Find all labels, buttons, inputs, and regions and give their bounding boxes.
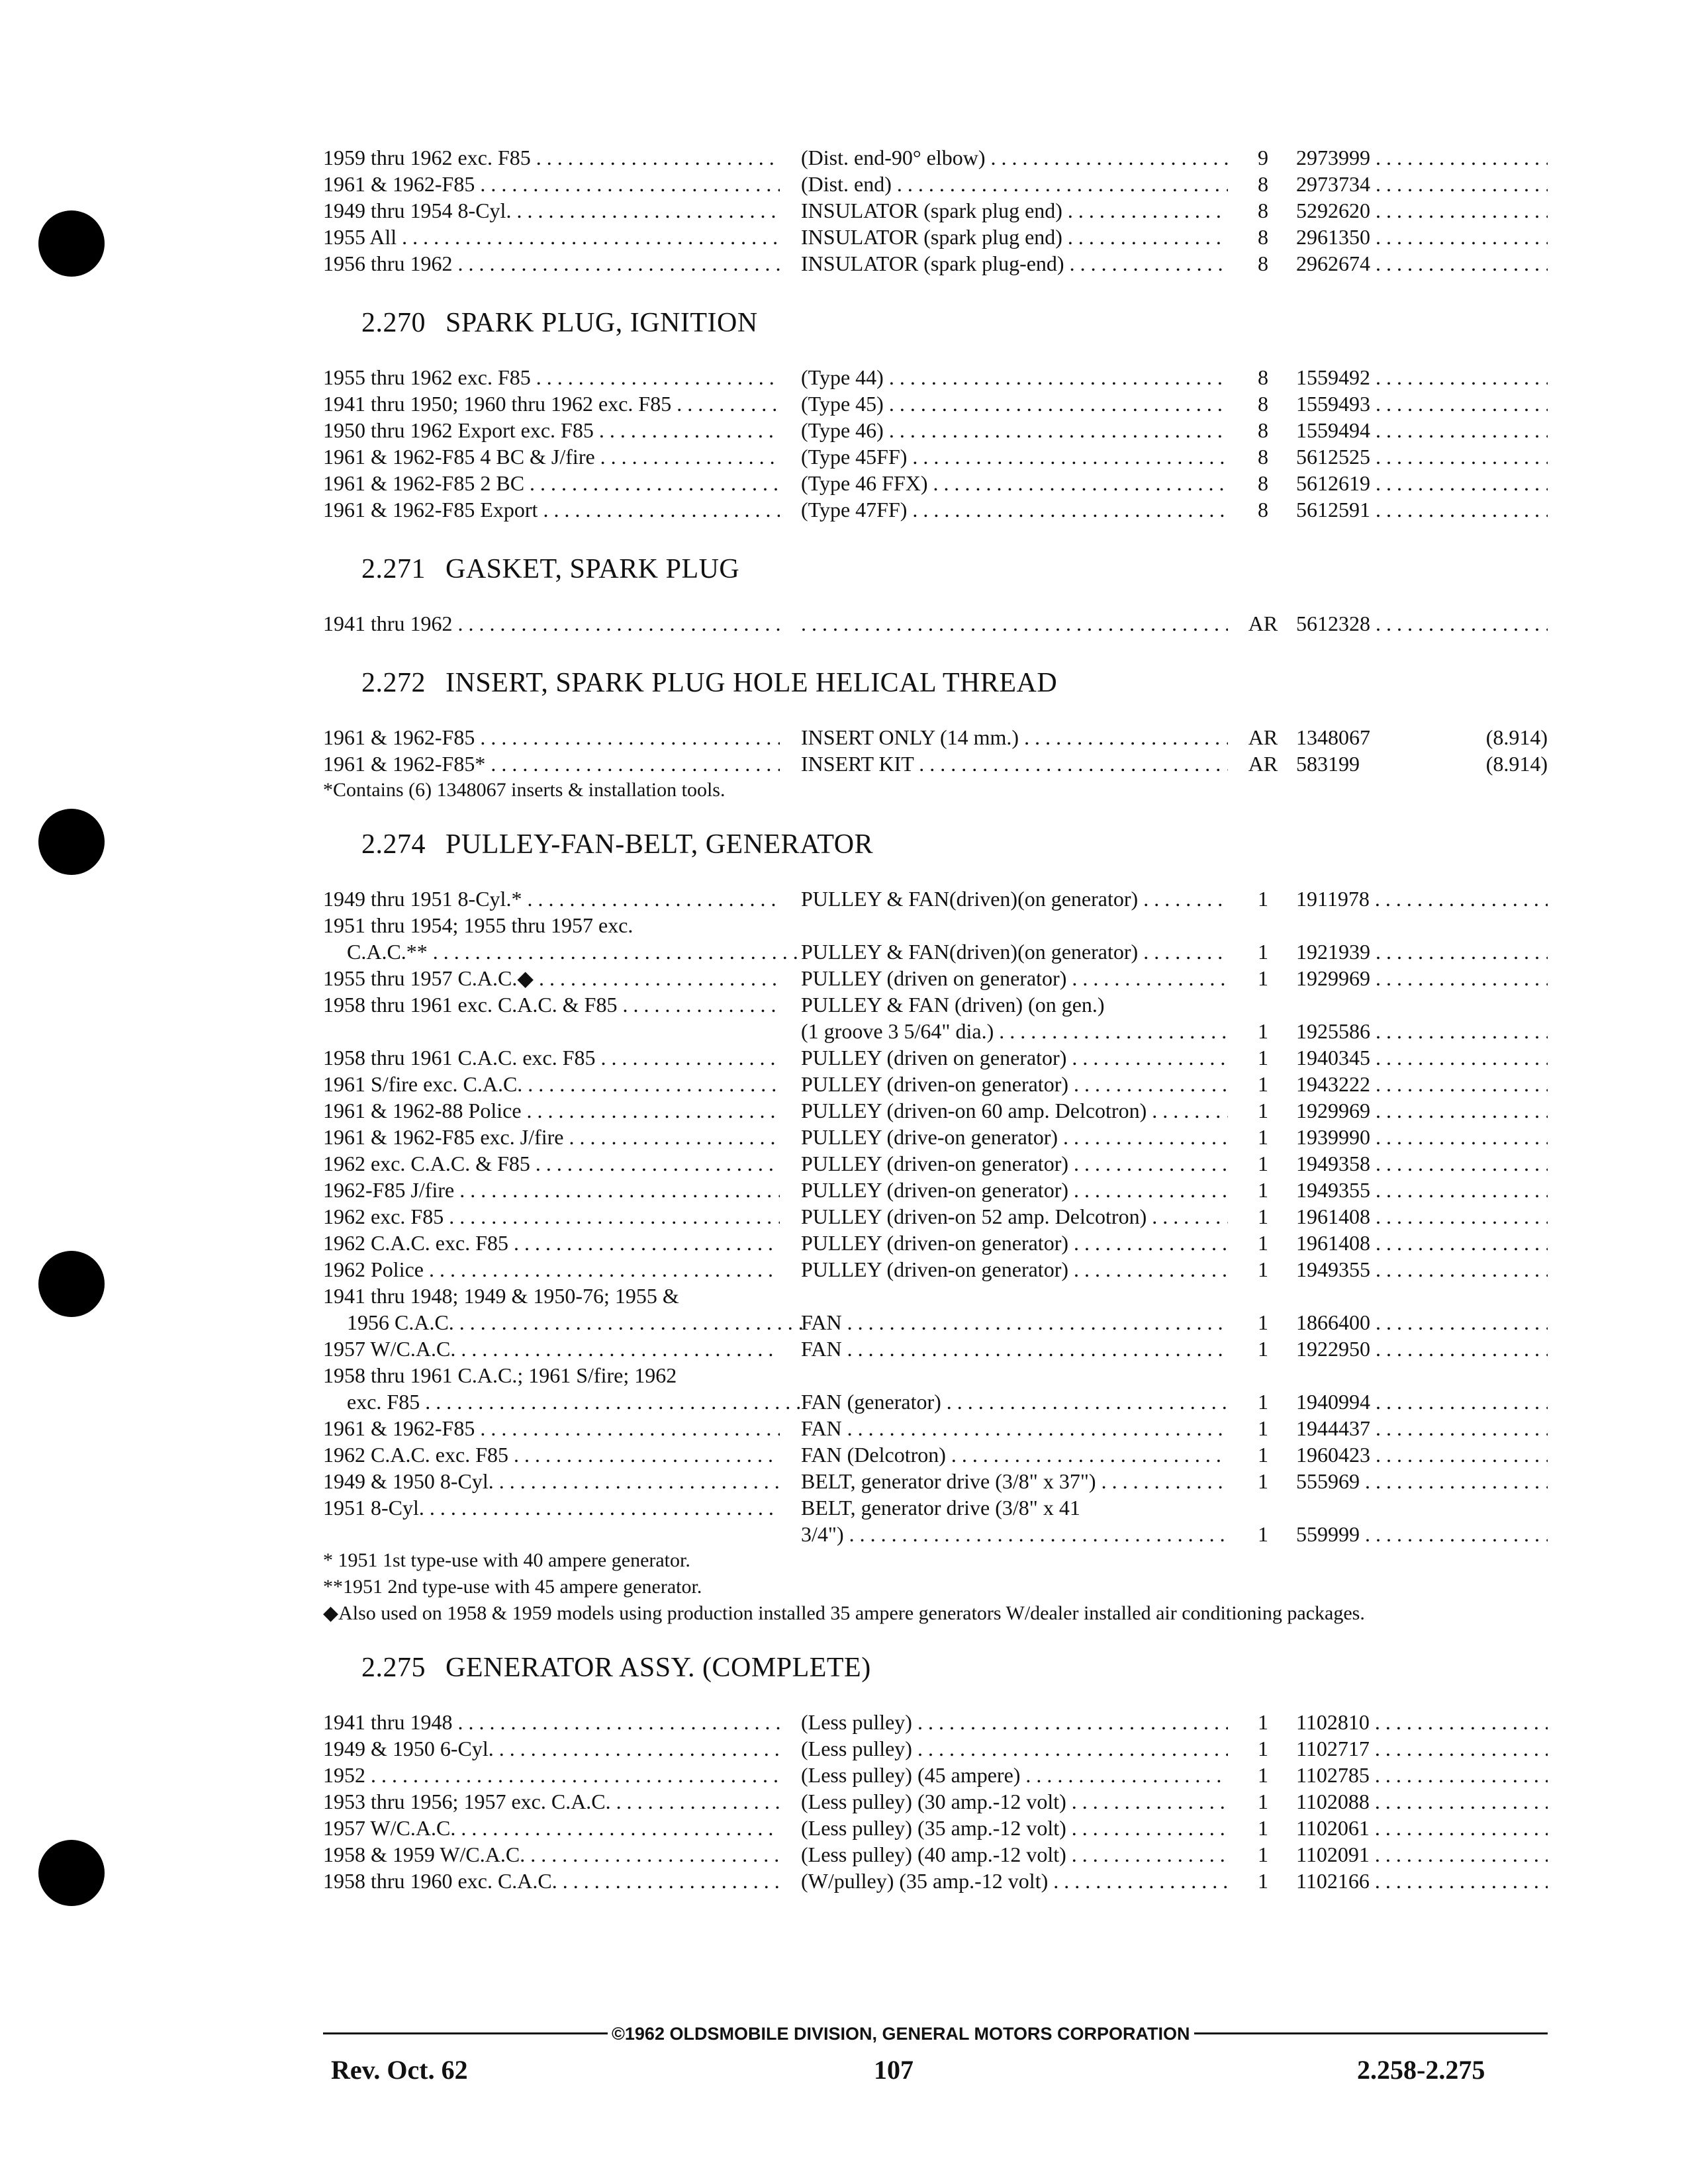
application-cell: 1961 & 1962-F85 exc. J/fire . . .	[323, 1124, 780, 1150]
section-number: 2.272	[361, 668, 426, 698]
parts-row	[323, 886, 1548, 912]
application-cell: 1962 C.A.C. exc. F85 . . .	[323, 1441, 780, 1468]
application-cell: 1952 . . .	[323, 1762, 780, 1788]
description-cell: (Type 46) . . .	[801, 417, 1228, 443]
description-cell	[801, 610, 1228, 637]
quantity-cell: 1	[1258, 1763, 1268, 1787]
part-number-cell: 2973734 . . .	[1296, 171, 1548, 197]
footnote: **1951 2nd type-use with 45 ampere generator.	[323, 1576, 702, 1598]
description-cell: BELT, generator drive (3/8" x 37") . . .	[801, 1468, 1228, 1494]
section-title: GENERATOR ASSY. (COMPLETE)	[445, 1653, 871, 1683]
parts-row	[323, 1415, 1548, 1441]
application-cell: 1962-F85 J/fire . . .	[323, 1177, 780, 1203]
parts-row	[323, 443, 1548, 470]
description-cell: PULLEY (driven-on 60 amp. Delcotron) . . .	[801, 1097, 1228, 1124]
parts-list-2-274	[323, 886, 1548, 1547]
punch-hole	[38, 210, 105, 277]
application-cell: 1941 thru 1948 . . .	[323, 1709, 780, 1735]
description-cell: (Less pulley) (40 amp.-12 volt) . . .	[801, 1841, 1228, 1868]
application-cell: 1958 thru 1961 C.A.C. exc. F85 . . .	[323, 1044, 780, 1071]
reference-cell: (8.914)	[1485, 752, 1548, 776]
quantity-cell: 1	[1258, 1072, 1268, 1096]
parts-row	[323, 965, 1548, 991]
quantity-cell: 8	[1258, 418, 1268, 442]
quantity-cell: 1	[1258, 1390, 1268, 1414]
part-number-cell: 1559493 . . .	[1296, 390, 1548, 417]
part-number-cell: 1960423 . . .	[1296, 1441, 1548, 1468]
section-title: INSERT, SPARK PLUG HOLE HELICAL THREAD	[445, 668, 1058, 698]
part-number-cell: 1925586 . . .	[1296, 1018, 1548, 1044]
section-number: 2.270	[361, 308, 426, 338]
description-cell: PULLEY (drive-on generator) . . .	[801, 1124, 1228, 1150]
parts-row	[323, 144, 1548, 171]
section-heading-2-274	[323, 817, 1548, 872]
quantity-cell: 8	[1258, 251, 1268, 275]
description-cell: (Less pulley) . . .	[801, 1709, 1228, 1735]
part-number-cell: 1348067	[1296, 725, 1370, 749]
parts-row	[323, 1468, 1548, 1494]
part-number-cell: 1102810 . . .	[1296, 1709, 1548, 1735]
parts-row	[323, 1521, 1548, 1547]
part-number-cell: 5612328 . . .	[1296, 610, 1548, 637]
description-cell: INSULATOR (spark plug end) . . .	[801, 224, 1228, 250]
parts-row	[323, 1494, 1548, 1521]
quantity-cell: 1	[1258, 1178, 1268, 1202]
section-title: SPARK PLUG, IGNITION	[445, 308, 758, 338]
parts-list-continued	[323, 144, 1548, 277]
parts-row	[323, 1788, 1548, 1815]
quantity-cell: 1	[1258, 1337, 1268, 1361]
part-number-cell: 583199	[1296, 752, 1360, 776]
quantity-cell: 1	[1258, 1710, 1268, 1734]
quantity-cell: 1	[1258, 1869, 1268, 1893]
section-title: GASKET, SPARK PLUG	[445, 554, 740, 584]
description-cell: (Type 46 FFX) . . .	[801, 470, 1228, 496]
description-cell: PULLEY (driven-on generator) . . .	[801, 1150, 1228, 1177]
part-number-cell: 1102061 . . .	[1296, 1815, 1548, 1841]
parts-row	[323, 1018, 1548, 1044]
quantity-cell: 8	[1258, 365, 1268, 389]
parts-row	[323, 364, 1548, 390]
quantity-cell: 1	[1258, 1152, 1268, 1175]
part-number-cell: 5612619 . . .	[1296, 470, 1548, 496]
quantity-cell: 8	[1258, 172, 1268, 196]
description-cell: FAN (Delcotron) . . .	[801, 1441, 1228, 1468]
application-cell: 1959 thru 1962 exc. F85 . . .	[323, 144, 780, 171]
parts-row	[323, 224, 1548, 250]
parts-row	[323, 496, 1548, 523]
parts-row	[323, 1283, 1548, 1309]
application-cell: 1961 & 1962-F85 2 BC . . .	[323, 470, 780, 496]
quantity-cell: 1	[1258, 1843, 1268, 1866]
application-cell: 1962 exc. C.A.C. & F85 . . .	[323, 1150, 780, 1177]
quantity-cell: 1	[1258, 1125, 1268, 1149]
quantity-cell: 8	[1258, 445, 1268, 469]
part-number-cell: 1961408 . . .	[1296, 1230, 1548, 1256]
quantity-cell: 1	[1258, 1443, 1268, 1467]
footer-rule	[323, 2021, 1548, 2047]
part-number-cell: 1929969 . . .	[1296, 1097, 1548, 1124]
parts-row	[323, 1388, 1548, 1415]
description-cell: (Type 44) . . .	[801, 364, 1228, 390]
application-cell: 1956 thru 1962 . . .	[323, 250, 780, 277]
part-number-cell: 1940345 . . .	[1296, 1044, 1548, 1071]
parts-row	[323, 1309, 1548, 1336]
punch-hole	[38, 1840, 105, 1906]
quantity-cell: 8	[1258, 498, 1268, 522]
revision-date: Rev. Oct. 62	[331, 2055, 468, 2085]
description-cell: INSERT ONLY (14 mm.) . . .	[801, 724, 1228, 751]
description-cell: 3/4") . . .	[801, 1521, 1228, 1547]
parts-row	[323, 1762, 1548, 1788]
part-number-cell: 1949355 . . .	[1296, 1256, 1548, 1283]
description-cell: PULLEY & FAN(driven)(on generator) . . .	[801, 886, 1228, 912]
application-cell: 1961 & 1962-F85 . . .	[323, 1415, 780, 1441]
application-cell: 1961 & 1962-F85 . . .	[323, 171, 780, 197]
description-cell: INSERT KIT . . .	[801, 751, 1228, 777]
part-number-cell: 1102091 . . .	[1296, 1841, 1548, 1868]
application-cell: 1941 thru 1948; 1949 & 1950-76; 1955 &	[323, 1284, 679, 1308]
part-number-cell: 1949355 . . .	[1296, 1177, 1548, 1203]
description-cell: (Less pulley) . . .	[801, 1735, 1228, 1762]
application-cell: 1951 8-Cyl. . . .	[323, 1494, 780, 1521]
punch-hole	[38, 809, 105, 875]
part-number-cell: 1102166 . . .	[1296, 1868, 1548, 1894]
application-cell: 1949 & 1950 6-Cyl. . . .	[323, 1735, 780, 1762]
quantity-cell: AR	[1248, 612, 1278, 635]
parts-row	[323, 1336, 1548, 1362]
parts-row	[323, 1441, 1548, 1468]
part-number-cell: 5612591 . . .	[1296, 496, 1548, 523]
quantity-cell: 1	[1258, 1310, 1268, 1334]
section-heading-2-271	[323, 541, 1548, 597]
part-number-cell: 1940994 . . .	[1296, 1388, 1548, 1415]
quantity-cell: AR	[1248, 752, 1278, 776]
part-number-cell: 1559494 . . .	[1296, 417, 1548, 443]
application-cell: 1955 All . . .	[323, 224, 780, 250]
copyright-notice: ©1962 OLDSMOBILE DIVISION, GENERAL MOTORS CORPORATION	[608, 2021, 1194, 2047]
application-cell: 1951 thru 1954; 1955 thru 1957 exc.	[323, 913, 633, 937]
parts-list-2-270	[323, 364, 1548, 523]
quantity-cell: 1	[1258, 1046, 1268, 1069]
description-cell: (Dist. end-90° elbow) . . .	[801, 144, 1228, 171]
quantity-cell: 1	[1258, 1469, 1268, 1493]
part-number-cell: 1961408 . . .	[1296, 1203, 1548, 1230]
quantity-cell: 1	[1258, 1099, 1268, 1122]
punch-hole	[38, 1251, 105, 1317]
quantity-cell: 1	[1258, 966, 1268, 990]
application-cell: 1958 & 1959 W/C.A.C. . . .	[323, 1841, 780, 1868]
part-number-cell: 1102785 . . .	[1296, 1762, 1548, 1788]
parts-row	[323, 1735, 1548, 1762]
quantity-cell: 1	[1258, 1231, 1268, 1255]
parts-row	[323, 1150, 1548, 1177]
part-number-cell: 1102717 . . .	[1296, 1735, 1548, 1762]
application-cell: 1958 thru 1960 exc. C.A.C. . . .	[323, 1868, 780, 1894]
parts-row	[323, 1362, 1548, 1388]
description-cell: INSULATOR (spark plug-end) . . .	[801, 250, 1228, 277]
part-number-cell: 2961350 . . .	[1296, 224, 1548, 250]
parts-row	[323, 1815, 1548, 1841]
quantity-cell: 1	[1258, 940, 1268, 964]
application-cell: 1961 & 1962-F85* . . .	[323, 751, 780, 777]
application-cell: 1957 W/C.A.C. . . .	[323, 1336, 780, 1362]
parts-list-2-275	[323, 1709, 1548, 1894]
parts-row	[323, 1177, 1548, 1203]
quantity-cell: 8	[1258, 471, 1268, 495]
part-number-cell: 2973999 . . .	[1296, 144, 1548, 171]
application-cell: 1955 thru 1962 exc. F85 . . .	[323, 364, 780, 390]
parts-row	[323, 1071, 1548, 1097]
parts-row	[323, 250, 1548, 277]
quantity-cell: 8	[1258, 199, 1268, 222]
application-cell: 1961 & 1962-F85 4 BC & J/fire . . .	[323, 443, 780, 470]
parts-row	[323, 1709, 1548, 1735]
reference-cell: (8.914)	[1485, 725, 1548, 749]
section-number: 2.271	[361, 554, 426, 584]
application-cell: 1961 & 1962-88 Police . . .	[323, 1097, 780, 1124]
description-cell: (W/pulley) (35 amp.-12 volt) . . .	[801, 1868, 1228, 1894]
parts-row	[323, 197, 1548, 224]
application-cell: 1949 thru 1954 8-Cyl. . . .	[323, 197, 780, 224]
footnote: ◆Also used on 1958 & 1959 models using production installed 35 ampere generators W/dealer installed air conditioning packages.	[323, 1602, 1365, 1624]
description-cell: PULLEY (driven-on generator) . . .	[801, 1256, 1228, 1283]
description-cell: FAN . . .	[801, 1309, 1228, 1336]
section-heading-2-275	[323, 1640, 1548, 1696]
application-cell: 1962 Police . . .	[323, 1256, 780, 1283]
application-cell: 1941 thru 1950; 1960 thru 1962 exc. F85 . . .	[323, 390, 780, 417]
part-number-cell: 1559492 . . .	[1296, 364, 1548, 390]
description-cell: (Less pulley) (35 amp.-12 volt) . . .	[801, 1815, 1228, 1841]
application-cell: 1941 thru 1962 . . .	[323, 610, 780, 637]
part-number-cell: 1929969 . . .	[1296, 965, 1548, 991]
section-number: 2.274	[361, 829, 426, 860]
application-cell: 1962 exc. F85 . . .	[323, 1203, 780, 1230]
quantity-cell: 1	[1258, 1816, 1268, 1840]
quantity-cell: 9	[1258, 146, 1268, 169]
parts-page	[323, 144, 1548, 1894]
part-number-cell: 1922950 . . .	[1296, 1336, 1548, 1362]
parts-row	[323, 1841, 1548, 1868]
description-cell: PULLEY (driven-on generator) . . .	[801, 1177, 1228, 1203]
parts-row	[323, 751, 1548, 777]
application-cell: 1961 & 1962-F85 . . .	[323, 724, 780, 751]
description-cell: (Less pulley) (30 amp.-12 volt) . . .	[801, 1788, 1228, 1815]
part-number-cell: 559999 . . .	[1296, 1521, 1548, 1547]
application-cell: 1949 & 1950 8-Cyl. . . .	[323, 1468, 780, 1494]
parts-list-2-272	[323, 724, 1548, 777]
parts-row	[323, 1868, 1548, 1894]
quantity-cell: 1	[1258, 887, 1268, 911]
quantity-cell: 1	[1258, 1257, 1268, 1281]
parts-row	[323, 470, 1548, 496]
parts-row	[323, 417, 1548, 443]
part-number-cell: 1866400 . . .	[1296, 1309, 1548, 1336]
part-number-cell: 5612525 . . .	[1296, 443, 1548, 470]
description-cell: (Type 45FF) . . .	[801, 443, 1228, 470]
quantity-cell: 1	[1258, 1416, 1268, 1440]
part-number-cell: 1911978 . . .	[1296, 886, 1548, 912]
application-cell: 1953 thru 1956; 1957 exc. C.A.C. . . .	[323, 1788, 780, 1815]
section-title: PULLEY-FAN-BELT, GENERATOR	[445, 829, 874, 860]
quantity-cell: AR	[1248, 725, 1278, 749]
parts-row	[323, 610, 1548, 637]
footnote: *Contains (6) 1348067 inserts & installation tools.	[323, 779, 726, 801]
description-cell: (Type 47FF) . . .	[801, 496, 1228, 523]
description-cell: BELT, generator drive (3/8" x 41	[801, 1496, 1080, 1520]
parts-row	[323, 938, 1548, 965]
application-cell: C.A.C.** . . .	[323, 938, 804, 965]
description-cell: FAN . . .	[801, 1336, 1228, 1362]
section-heading-2-270	[323, 295, 1548, 351]
application-cell: 1961 & 1962-F85 Export . . .	[323, 496, 780, 523]
description-cell: INSULATOR (spark plug end) . . .	[801, 197, 1228, 224]
part-number-cell: 1949358 . . .	[1296, 1150, 1548, 1177]
description-cell: PULLEY & FAN(driven)(on generator) . . .	[801, 938, 1228, 965]
parts-row	[323, 991, 1548, 1018]
parts-row	[323, 171, 1548, 197]
parts-row	[323, 1256, 1548, 1283]
application-cell: 1957 W/C.A.C. . . .	[323, 1815, 780, 1841]
application-cell: 1950 thru 1962 Export exc. F85 . . .	[323, 417, 780, 443]
footnote: * 1951 1st type-use with 40 ampere generator.	[323, 1549, 690, 1571]
description-cell: PULLEY (driven on generator) . . .	[801, 965, 1228, 991]
parts-list-2-271	[323, 610, 1548, 637]
application-cell: 1955 thru 1957 C.A.C.◆ . . .	[323, 965, 780, 991]
part-number-cell: 1939990 . . .	[1296, 1124, 1548, 1150]
part-number-cell: 1943222 . . .	[1296, 1071, 1548, 1097]
quantity-cell: 1	[1258, 1790, 1268, 1813]
description-cell: FAN . . .	[801, 1415, 1228, 1441]
description-cell: (Dist. end) . . .	[801, 171, 1228, 197]
quantity-cell: 1	[1258, 1522, 1268, 1546]
parts-row	[323, 912, 1548, 938]
part-number-cell: 1944437 . . .	[1296, 1415, 1548, 1441]
parts-row	[323, 1230, 1548, 1256]
application-cell: 1949 thru 1951 8-Cyl.* . . .	[323, 886, 780, 912]
quantity-cell: 8	[1258, 225, 1268, 249]
description-cell: (Less pulley) (45 ampere) . . .	[801, 1762, 1228, 1788]
description-cell: (1 groove 3 5/64" dia.) . . .	[801, 1018, 1228, 1044]
application-cell: exc. F85 . . .	[323, 1388, 804, 1415]
page-number: 107	[874, 2055, 914, 2085]
description-cell: PULLEY (driven-on 52 amp. Delcotron) . . .	[801, 1203, 1228, 1230]
description-cell: FAN (generator) . . .	[801, 1388, 1228, 1415]
quantity-cell: 1	[1258, 1737, 1268, 1760]
description-cell: PULLEY (driven on generator) . . .	[801, 1044, 1228, 1071]
section-heading-2-272	[323, 655, 1548, 711]
part-number-cell: 2962674 . . .	[1296, 250, 1548, 277]
section-number: 2.275	[361, 1653, 426, 1683]
application-cell: 1961 S/fire exc. C.A.C. . . .	[323, 1071, 780, 1097]
quantity-cell: 1	[1258, 1205, 1268, 1228]
part-number-cell: 5292620 . . .	[1296, 197, 1548, 224]
parts-row	[323, 724, 1548, 751]
quantity-cell: 8	[1258, 392, 1268, 416]
description-cell: PULLEY (driven-on generator) . . .	[801, 1230, 1228, 1256]
description-cell: PULLEY (driven-on generator) . . .	[801, 1071, 1228, 1097]
parts-row	[323, 390, 1548, 417]
description-cell: (Type 45) . . .	[801, 390, 1228, 417]
application-cell: 1958 thru 1961 exc. C.A.C. & F85 . . .	[323, 991, 780, 1018]
parts-row	[323, 1044, 1548, 1071]
application-cell: 1958 thru 1961 C.A.C.; 1961 S/fire; 1962	[323, 1363, 677, 1387]
part-number-cell: 1102088 . . .	[1296, 1788, 1548, 1815]
quantity-cell: 1	[1258, 1019, 1268, 1043]
part-number-cell: 555969 . . .	[1296, 1468, 1548, 1494]
description-cell: PULLEY & FAN (driven) (on gen.)	[801, 993, 1105, 1017]
application-cell: 1956 C.A.C. . . .	[323, 1309, 804, 1336]
part-number-cell: 1921939 . . .	[1296, 938, 1548, 965]
parts-row	[323, 1124, 1548, 1150]
application-cell: 1962 C.A.C. exc. F85 . . .	[323, 1230, 780, 1256]
section-range: 2.258-2.275	[1357, 2055, 1485, 2085]
parts-row	[323, 1203, 1548, 1230]
parts-row	[323, 1097, 1548, 1124]
